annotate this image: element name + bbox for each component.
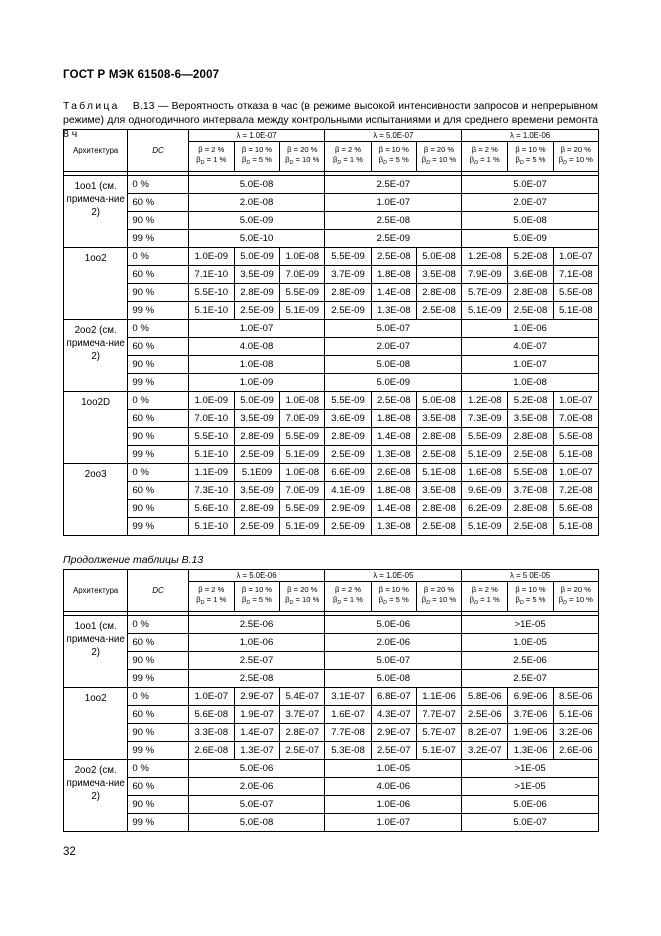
value-cell: 5.1E-09 bbox=[280, 446, 325, 464]
value-cell: 5.0E-09 bbox=[234, 392, 279, 410]
col-header-beta: β = 10 % $\beta_D = 5$ % bbox=[371, 142, 416, 172]
col-header-beta: β = 20 % $\beta_D = 10$ % bbox=[280, 582, 325, 612]
table-continuation-label: Продолжение таблицы B.13 bbox=[63, 554, 204, 566]
value-cell: 7.0E-09 bbox=[280, 266, 325, 284]
value-cell: 2.9E-07 bbox=[371, 724, 416, 742]
value-cell: 5.5E-08 bbox=[553, 428, 598, 446]
dc-cell: 99 % bbox=[128, 302, 188, 320]
value-cell: 5.1E-09 bbox=[462, 446, 508, 464]
value-cell: 5.8E-06 bbox=[462, 688, 508, 706]
value-cell: 5.0E-08 bbox=[325, 670, 462, 688]
value-cell: 3.5E-08 bbox=[416, 266, 461, 284]
col-header-beta: β = 10 % $\beta_D = 5$ % bbox=[508, 582, 553, 612]
value-cell: >1E-05 bbox=[462, 760, 599, 778]
value-cell: 5.0E-10 bbox=[188, 230, 325, 248]
architecture-cell: 2оо2 (см. примеча-ние 2) bbox=[64, 320, 128, 392]
dc-cell: 99 % bbox=[128, 670, 188, 688]
table-row bbox=[64, 446, 599, 464]
value-cell: 6.6E-09 bbox=[325, 464, 371, 482]
value-cell: 5.0E-09 bbox=[462, 230, 599, 248]
value-cell: 2.8E-08 bbox=[416, 284, 461, 302]
value-cell: 2.5E-09 bbox=[325, 446, 371, 464]
value-cell: 9.6E-09 bbox=[462, 482, 508, 500]
value-cell: 5.0E-08 bbox=[416, 248, 461, 266]
value-cell: 2.8E-09 bbox=[234, 500, 279, 518]
value-cell: 2.5E-08 bbox=[325, 212, 462, 230]
value-cell: 3.2E-06 bbox=[553, 724, 598, 742]
dc-cell: 0 % bbox=[128, 392, 188, 410]
value-cell: 5.3E-08 bbox=[325, 742, 371, 760]
value-cell: 2.5E-07 bbox=[462, 670, 599, 688]
table-row bbox=[64, 266, 599, 284]
value-cell: 6.2E-09 bbox=[462, 500, 508, 518]
value-cell: 2.9E-07 bbox=[234, 688, 279, 706]
value-cell: 5.7E-09 bbox=[462, 284, 508, 302]
value-cell: 5.0E-07 bbox=[462, 176, 599, 194]
value-cell: 1.0E-06 bbox=[188, 634, 325, 652]
dc-cell: 99 % bbox=[128, 518, 188, 536]
table-row bbox=[64, 500, 599, 518]
value-cell: 1.1E-09 bbox=[188, 464, 234, 482]
col-header-lambda: λ = 5 0E-05 bbox=[462, 570, 599, 582]
caption-text: B.13 — Вероятность отказа в час (в режиме высокой интенсивности запросов и непрерывном режиме) для одногодичного интервала между контрольными испытаниями и для среднего времени ремонта 8 ч bbox=[63, 100, 598, 140]
col-header-dc: DC bbox=[128, 570, 188, 612]
value-cell: 2.0E-07 bbox=[325, 338, 462, 356]
dc-cell: 60 % bbox=[128, 706, 188, 724]
value-cell: 3.3E-08 bbox=[188, 724, 234, 742]
table-row bbox=[64, 392, 599, 410]
dc-cell: 99 % bbox=[128, 230, 188, 248]
value-cell: 5.1E-06 bbox=[553, 706, 598, 724]
value-cell: 7.0E-09 bbox=[280, 482, 325, 500]
value-cell: 1.0E-08 bbox=[188, 356, 325, 374]
value-cell: 3.5E-08 bbox=[416, 482, 461, 500]
value-cell: 2.5E-09 bbox=[325, 302, 371, 320]
value-cell: 1.0E-07 bbox=[553, 248, 598, 266]
value-cell: 3.7E-06 bbox=[508, 706, 553, 724]
caption-label: Таблица bbox=[63, 100, 120, 112]
value-cell: 5.5E-09 bbox=[280, 428, 325, 446]
table-row bbox=[64, 724, 599, 742]
dc-cell: 60 % bbox=[128, 410, 188, 428]
dc-cell: 90 % bbox=[128, 796, 188, 814]
table-row bbox=[64, 814, 599, 832]
value-cell: 2.8E-08 bbox=[416, 428, 461, 446]
table-row bbox=[64, 194, 599, 212]
value-cell: 7.7E-07 bbox=[416, 706, 461, 724]
value-cell: 5.1E-08 bbox=[553, 302, 598, 320]
architecture-cell: 1оо2 bbox=[64, 248, 128, 320]
value-cell: 1.4E-07 bbox=[234, 724, 279, 742]
value-cell: 2.8E-07 bbox=[280, 724, 325, 742]
value-cell: 5.0E-08 bbox=[188, 814, 325, 832]
value-cell: 2.8E-09 bbox=[234, 284, 279, 302]
value-cell: 7.3E-09 bbox=[462, 410, 508, 428]
value-cell: 2.5E-09 bbox=[234, 518, 279, 536]
value-cell: 2.5E-07 bbox=[371, 742, 416, 760]
value-cell: 5.1E-08 bbox=[553, 446, 598, 464]
table-row bbox=[64, 778, 599, 796]
table-row bbox=[64, 428, 599, 446]
table-row bbox=[64, 706, 599, 724]
value-cell: 3.6E-09 bbox=[325, 410, 371, 428]
value-cell: 1.8E-08 bbox=[371, 266, 416, 284]
value-cell: 7.0E-08 bbox=[553, 410, 598, 428]
col-header-beta: β = 2 % $\beta_D = 1$ % bbox=[188, 582, 234, 612]
table-row bbox=[64, 230, 599, 248]
value-cell: 1.3E-08 bbox=[371, 518, 416, 536]
value-cell: 5.0E-08 bbox=[325, 356, 462, 374]
value-cell: 1.2E-08 bbox=[462, 248, 508, 266]
col-header-beta: β = 2 % $\beta_D = 1$ % bbox=[325, 582, 371, 612]
value-cell: 5.5E-10 bbox=[188, 284, 234, 302]
value-cell: 1.4E-08 bbox=[371, 284, 416, 302]
dc-cell: 60 % bbox=[128, 778, 188, 796]
value-cell: 1.3E-08 bbox=[371, 446, 416, 464]
value-cell: 5.2E-08 bbox=[508, 248, 553, 266]
value-cell: 1.3E-08 bbox=[371, 302, 416, 320]
value-cell: 8.2E-07 bbox=[462, 724, 508, 742]
architecture-cell: 1оо2 bbox=[64, 688, 128, 760]
value-cell: 1.3E-07 bbox=[234, 742, 279, 760]
value-cell: 5.1E-07 bbox=[416, 742, 461, 760]
value-cell: 8.5E-06 bbox=[553, 688, 598, 706]
value-cell: 5.5E-09 bbox=[280, 500, 325, 518]
table-b13-part2 bbox=[63, 569, 599, 832]
table-row bbox=[64, 248, 599, 266]
value-cell: 1.0E-09 bbox=[188, 374, 325, 392]
dc-cell: 90 % bbox=[128, 284, 188, 302]
value-cell: 2.6E-08 bbox=[188, 742, 234, 760]
value-cell: 7.1E-10 bbox=[188, 266, 234, 284]
value-cell: 5.0E-07 bbox=[462, 814, 599, 832]
col-header-lambda: λ = 1.0E-06 bbox=[462, 130, 599, 142]
value-cell: 2.5E-08 bbox=[371, 248, 416, 266]
col-header-beta: β = 10 % $\beta_D = 5$ % bbox=[371, 582, 416, 612]
value-cell: 5.1E09 bbox=[234, 464, 279, 482]
col-header-beta: β = 10 % $\beta_D = 5$ % bbox=[234, 582, 279, 612]
value-cell: 5.5E-09 bbox=[462, 428, 508, 446]
dc-cell: 90 % bbox=[128, 356, 188, 374]
table-row bbox=[64, 634, 599, 652]
value-cell: 1.0E-06 bbox=[462, 320, 599, 338]
value-cell: 5.6E-08 bbox=[553, 500, 598, 518]
value-cell: 2.5E-06 bbox=[462, 652, 599, 670]
col-header-beta: β = 10 % $\beta_D = 5$ % bbox=[508, 142, 553, 172]
col-header-beta: β = 2 % $\beta_D = 1$ % bbox=[188, 142, 234, 172]
col-header-lambda: λ = 1.0E-07 bbox=[188, 130, 325, 142]
value-cell: 4.1E-09 bbox=[325, 482, 371, 500]
value-cell: 1.8E-08 bbox=[371, 482, 416, 500]
value-cell: 2.5E-08 bbox=[416, 302, 461, 320]
value-cell: 2.9E-09 bbox=[325, 500, 371, 518]
dc-cell: 90 % bbox=[128, 500, 188, 518]
dc-cell: 99 % bbox=[128, 814, 188, 832]
col-header-dc: DC bbox=[128, 130, 188, 172]
value-cell: 1.6E-07 bbox=[325, 706, 371, 724]
value-cell: 7.9E-09 bbox=[462, 266, 508, 284]
value-cell: 3.2E-07 bbox=[462, 742, 508, 760]
value-cell: 1.0E-08 bbox=[462, 374, 599, 392]
value-cell: 2.5E-08 bbox=[371, 392, 416, 410]
value-cell: 5.5E-08 bbox=[508, 464, 553, 482]
value-cell: 2.6E-08 bbox=[371, 464, 416, 482]
value-cell: 2.5E-08 bbox=[508, 518, 553, 536]
value-cell: 2.8E-08 bbox=[508, 428, 553, 446]
table-row bbox=[64, 374, 599, 392]
table-row bbox=[64, 652, 599, 670]
value-cell: 1.0E-08 bbox=[280, 248, 325, 266]
value-cell: 3.5E-08 bbox=[508, 410, 553, 428]
value-cell: 2.8E-09 bbox=[325, 284, 371, 302]
document-header: ГОСТ Р МЭК 61508-6—2007 bbox=[63, 69, 220, 81]
table-row bbox=[64, 482, 599, 500]
value-cell: 7.1E-08 bbox=[553, 266, 598, 284]
value-cell: 3.5E-08 bbox=[416, 410, 461, 428]
value-cell: 5.1E-08 bbox=[553, 518, 598, 536]
value-cell: 5.4E-07 bbox=[280, 688, 325, 706]
value-cell: 2.5E-07 bbox=[188, 652, 325, 670]
architecture-cell: 1оо2D bbox=[64, 392, 128, 464]
dc-cell: 60 % bbox=[128, 338, 188, 356]
value-cell: 3.5E-09 bbox=[234, 482, 279, 500]
value-cell: 2.5E-07 bbox=[325, 176, 462, 194]
value-cell: 2.5E-09 bbox=[325, 518, 371, 536]
table-row bbox=[64, 320, 599, 338]
value-cell: 1.0E-07 bbox=[553, 464, 598, 482]
value-cell: 5.0E-08 bbox=[416, 392, 461, 410]
col-header-beta: β = 2 % $\beta_D = 1$ % bbox=[462, 582, 508, 612]
value-cell: 5.0E-08 bbox=[188, 176, 325, 194]
architecture-cell: 2оо2 (см. примеча-ние 2) bbox=[64, 760, 128, 832]
table-row bbox=[64, 670, 599, 688]
value-cell: 7.0E-09 bbox=[280, 410, 325, 428]
dc-cell: 90 % bbox=[128, 428, 188, 446]
col-header-lambda: λ = 5.0E-07 bbox=[325, 130, 462, 142]
value-cell: 1.8E-08 bbox=[371, 410, 416, 428]
value-cell: 5.1E-10 bbox=[188, 446, 234, 464]
col-header-beta: β = 20 % $\beta_D = 10$ % bbox=[553, 142, 598, 172]
table-row bbox=[64, 518, 599, 536]
value-cell: 2.5E-08 bbox=[508, 446, 553, 464]
table-row bbox=[64, 212, 599, 230]
dc-cell: 99 % bbox=[128, 374, 188, 392]
dc-cell: 0 % bbox=[128, 760, 188, 778]
value-cell: 2.0E-07 bbox=[462, 194, 599, 212]
value-cell: 4.0E-08 bbox=[188, 338, 325, 356]
dc-cell: 90 % bbox=[128, 212, 188, 230]
table-row bbox=[64, 356, 599, 374]
value-cell: 2.5E-09 bbox=[234, 302, 279, 320]
architecture-cell: 2оо3 bbox=[64, 464, 128, 536]
col-header-beta: β = 20 % $\beta_D = 10$ % bbox=[553, 582, 598, 612]
table-row bbox=[64, 616, 599, 634]
dc-cell: 0 % bbox=[128, 464, 188, 482]
value-cell: 1.2E-08 bbox=[462, 392, 508, 410]
value-cell: 2.6E-06 bbox=[553, 742, 598, 760]
col-header-beta: β = 10 % $\beta_D = 5$ % bbox=[234, 142, 279, 172]
value-cell: 5.6E-08 bbox=[188, 706, 234, 724]
value-cell: 2.5E-06 bbox=[462, 706, 508, 724]
value-cell: 2.8E-08 bbox=[416, 500, 461, 518]
value-cell: 5.5E-10 bbox=[188, 428, 234, 446]
value-cell: 2.8E-09 bbox=[234, 428, 279, 446]
value-cell: 4.0E-07 bbox=[462, 338, 599, 356]
value-cell: 5.0E-06 bbox=[325, 616, 462, 634]
table-row bbox=[64, 176, 599, 194]
value-cell: 6.8E-07 bbox=[371, 688, 416, 706]
value-cell: 1.0E-07 bbox=[325, 814, 462, 832]
col-header-beta: β = 2 % $\beta_D = 1$ % bbox=[462, 142, 508, 172]
value-cell: 5.5E-09 bbox=[325, 248, 371, 266]
value-cell: 5.0E-09 bbox=[234, 248, 279, 266]
value-cell: 3.7E-07 bbox=[280, 706, 325, 724]
value-cell: 5.0E-08 bbox=[462, 212, 599, 230]
value-cell: 1.0E-09 bbox=[188, 248, 234, 266]
value-cell: 2.5E-08 bbox=[416, 446, 461, 464]
value-cell: 1.0E-07 bbox=[553, 392, 598, 410]
dc-cell: 0 % bbox=[128, 320, 188, 338]
value-cell: 1.6E-08 bbox=[462, 464, 508, 482]
value-cell: 3.1E-07 bbox=[325, 688, 371, 706]
architecture-cell: 1оо1 (см. примеча-ние 2) bbox=[64, 176, 128, 248]
value-cell: 1.0E-09 bbox=[188, 392, 234, 410]
dc-cell: 99 % bbox=[128, 742, 188, 760]
value-cell: 2.8E-08 bbox=[508, 284, 553, 302]
value-cell: 1.0E-06 bbox=[325, 796, 462, 814]
value-cell: 1.4E-08 bbox=[371, 500, 416, 518]
value-cell: 5.1E-10 bbox=[188, 302, 234, 320]
value-cell: 2.5E-08 bbox=[508, 302, 553, 320]
value-cell: 3.7E-08 bbox=[508, 482, 553, 500]
value-cell: 4.0E-06 bbox=[325, 778, 462, 796]
architecture-cell: 1оо1 (см. примеча-ние 2) bbox=[64, 616, 128, 688]
value-cell: 7.7E-08 bbox=[325, 724, 371, 742]
value-cell: 1.0E-07 bbox=[462, 356, 599, 374]
col-header-lambda: λ = 5.0E-06 bbox=[188, 570, 325, 582]
value-cell: 5.1E-09 bbox=[462, 518, 508, 536]
table-row bbox=[64, 410, 599, 428]
value-cell: 3.5E-09 bbox=[234, 266, 279, 284]
table-row bbox=[64, 796, 599, 814]
value-cell: 5.1E-10 bbox=[188, 518, 234, 536]
value-cell: 5.6E-10 bbox=[188, 500, 234, 518]
col-header-beta: β = 20 % $\beta_D = 10$ % bbox=[416, 582, 461, 612]
col-header-architecture: Архитектура bbox=[64, 130, 128, 172]
value-cell: 2.5E-07 bbox=[280, 742, 325, 760]
value-cell: 2.5E-06 bbox=[188, 616, 325, 634]
value-cell: 2.5E-08 bbox=[188, 670, 325, 688]
value-cell: 5.0E-06 bbox=[462, 796, 599, 814]
value-cell: 1.0E-05 bbox=[462, 634, 599, 652]
value-cell: 5.5E-09 bbox=[280, 284, 325, 302]
table-row bbox=[64, 338, 599, 356]
value-cell: 5.2E-08 bbox=[508, 392, 553, 410]
value-cell: 3.7E-09 bbox=[325, 266, 371, 284]
dc-cell: 0 % bbox=[128, 248, 188, 266]
dc-cell: 60 % bbox=[128, 194, 188, 212]
value-cell: 2.0E-06 bbox=[325, 634, 462, 652]
value-cell: 5.1E-09 bbox=[280, 302, 325, 320]
value-cell: 5.5E-09 bbox=[325, 392, 371, 410]
dc-cell: 99 % bbox=[128, 446, 188, 464]
value-cell: 2.5E-09 bbox=[234, 446, 279, 464]
dc-cell: 90 % bbox=[128, 724, 188, 742]
value-cell: 5.0E-07 bbox=[325, 320, 462, 338]
value-cell: 2.5E-08 bbox=[416, 518, 461, 536]
value-cell: 3.5E-09 bbox=[234, 410, 279, 428]
col-header-beta: β = 20 % $\beta_D = 10$ % bbox=[280, 142, 325, 172]
value-cell: >1E-05 bbox=[462, 616, 599, 634]
value-cell: 5.1E-09 bbox=[462, 302, 508, 320]
col-header-beta: β = 2 % $\beta_D = 1$ % bbox=[325, 142, 371, 172]
table-row bbox=[64, 760, 599, 778]
value-cell: 5.0E-07 bbox=[325, 652, 462, 670]
value-cell: 5.0E-06 bbox=[188, 760, 325, 778]
dc-cell: 0 % bbox=[128, 176, 188, 194]
value-cell: 5.0E-09 bbox=[325, 374, 462, 392]
value-cell: 5.0E-09 bbox=[188, 212, 325, 230]
table-b13-part1 bbox=[63, 129, 599, 536]
dc-cell: 0 % bbox=[128, 688, 188, 706]
dc-cell: 60 % bbox=[128, 634, 188, 652]
value-cell: 5.1E-09 bbox=[280, 518, 325, 536]
value-cell: 1.0E-07 bbox=[188, 688, 234, 706]
value-cell: 7.3E-10 bbox=[188, 482, 234, 500]
col-header-architecture: Архитектура bbox=[64, 570, 128, 612]
value-cell: 1.1E-06 bbox=[416, 688, 461, 706]
col-header-beta: β = 20 % $\beta_D = 10$ % bbox=[416, 142, 461, 172]
table-row bbox=[64, 284, 599, 302]
value-cell: 1.0E-07 bbox=[325, 194, 462, 212]
value-cell: 5.1E-08 bbox=[416, 464, 461, 482]
table-row bbox=[64, 464, 599, 482]
value-cell: >1E-05 bbox=[462, 778, 599, 796]
value-cell: 3.6E-08 bbox=[508, 266, 553, 284]
value-cell: 1.0E-08 bbox=[280, 464, 325, 482]
value-cell: 1.9E-07 bbox=[234, 706, 279, 724]
value-cell: 1.0E-05 bbox=[325, 760, 462, 778]
value-cell: 2.8E-08 bbox=[508, 500, 553, 518]
value-cell: 2.8E-09 bbox=[325, 428, 371, 446]
value-cell: 5.0E-07 bbox=[188, 796, 325, 814]
value-cell: 6.9E-06 bbox=[508, 688, 553, 706]
dc-cell: 90 % bbox=[128, 652, 188, 670]
value-cell: 4.3E-07 bbox=[371, 706, 416, 724]
value-cell: 2.5E-09 bbox=[325, 230, 462, 248]
dc-cell: 60 % bbox=[128, 482, 188, 500]
page-number: 32 bbox=[63, 846, 76, 858]
table-row bbox=[64, 688, 599, 706]
value-cell: 1.9E-06 bbox=[508, 724, 553, 742]
table-row bbox=[64, 742, 599, 760]
table-row bbox=[64, 302, 599, 320]
value-cell: 7.0E-10 bbox=[188, 410, 234, 428]
value-cell: 2.0E-08 bbox=[188, 194, 325, 212]
col-header-lambda: λ = 1.0E-05 bbox=[325, 570, 462, 582]
value-cell: 7.2E-08 bbox=[553, 482, 598, 500]
value-cell: 1.4E-08 bbox=[371, 428, 416, 446]
value-cell: 1.3E-06 bbox=[508, 742, 553, 760]
value-cell: 1.0E-07 bbox=[188, 320, 325, 338]
value-cell: 5.5E-08 bbox=[553, 284, 598, 302]
dc-cell: 0 % bbox=[128, 616, 188, 634]
value-cell: 2.0E-06 bbox=[188, 778, 325, 796]
value-cell: 5.7E-07 bbox=[416, 724, 461, 742]
value-cell: 1.0E-08 bbox=[280, 392, 325, 410]
dc-cell: 60 % bbox=[128, 266, 188, 284]
